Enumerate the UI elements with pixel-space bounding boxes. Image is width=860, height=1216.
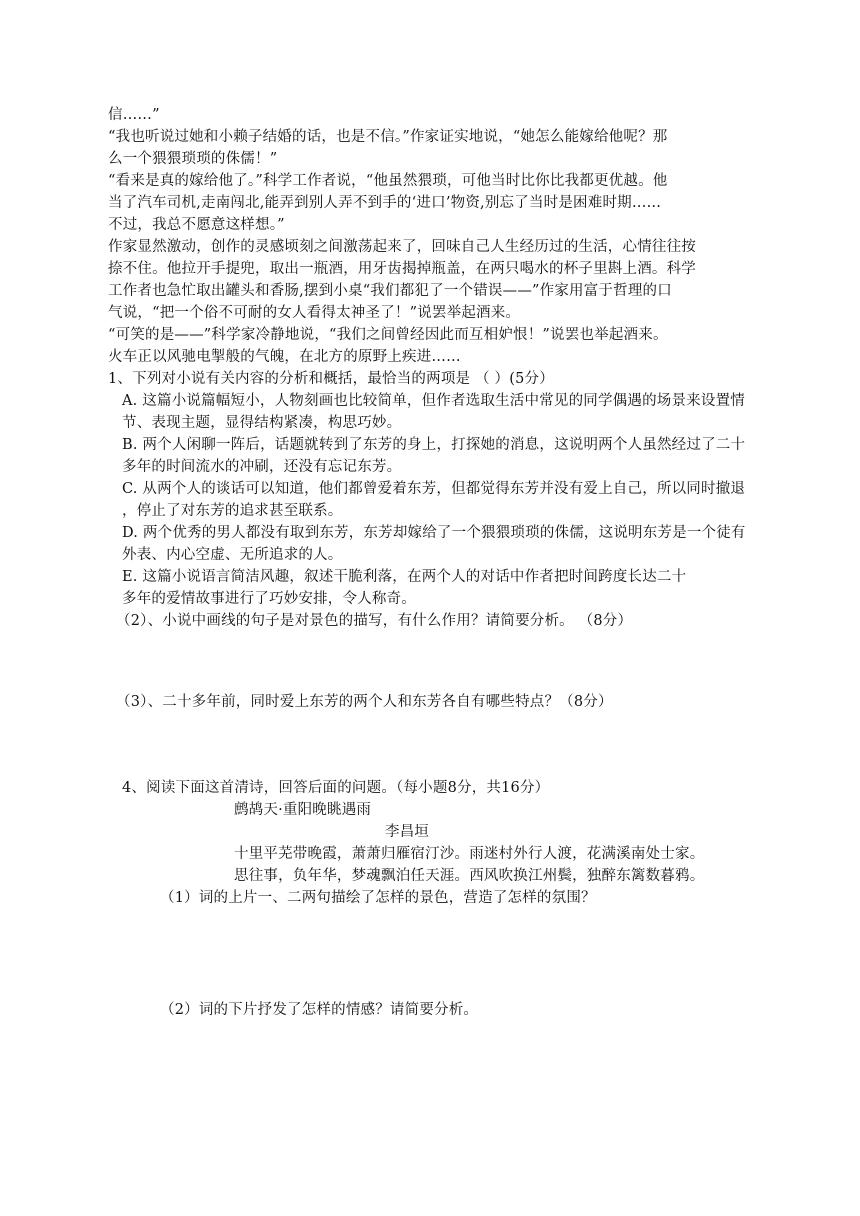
question-3: （3）、二十多年前，同时爱上东芳的两个人和东芳各自有哪些特点？（8分） [116, 694, 613, 710]
option-line: 外表、内心空虚、无所追求的人。 [122, 547, 343, 563]
sub-question-2: （2）词的下片抒发了怎样的情感？请简要分析。 [160, 1002, 479, 1018]
poem-title: 鹧鸪天·重阳晚眺遇雨 [234, 802, 372, 818]
poem-line: 十里平芜带晚霞，萧萧归雁宿汀沙。雨迷村外行人渡，花满溪南处士家。 [234, 846, 705, 862]
poem-line: 思往事，负年华，梦魂飘泊任天涯。西风吹换江州鬓，独醉东篱数暮鸦。 [234, 868, 705, 884]
option-line: ，停止了对东芳的追求甚至联系。 [122, 503, 343, 519]
option-line: E. 这篇小说语言简洁风趣，叙述干脆利落，在两个人的对话中作者把时间跨度长达二十 [122, 569, 687, 585]
question-2: （2）、小说中画线的句子是对景色的描写，有什么作用？请简要分析。 （8分） [116, 613, 633, 629]
option-line: B. 两个人闲聊一阵后，话题就转到了东芳的身上，打探她的消息，这说明两个人虽然经过了二十 [122, 437, 746, 453]
question-title: 4、阅读下面这首清诗，回答后面的问题。（每小题8分，共16分） [122, 780, 550, 796]
option-line: C. 从两个人的谈话可以知道，他们都曾爱着东芳，但都觉得东芳并没有爱上自己，所以同时撤退 [122, 481, 746, 497]
story-line: 作家显然激动，创作的灵感顷刻之间激荡起来了，回味自己人生经历过的生活，心情往往按 [108, 239, 696, 255]
poem-author: 李昌垣 [385, 824, 430, 840]
option-line: 多年的爱情故事进行了巧妙安排，令人称奇。 [122, 591, 416, 607]
story-line: 工作者也急忙取出罐头和香肠,摆到小桌“我们都犯了一个错误——”作家用富于哲理的口 [108, 283, 672, 299]
story-line: 当了汽车司机,走南闯北,能弄到别人弄不到手的‘进口’物资,别忘了当时是困难时期…… [108, 195, 662, 211]
option-line: 节、表现主题，显得结构紧凑，构思巧妙。 [122, 415, 402, 431]
story-line: “可笑的是——”科学家冷静地说，“我们之间曾经因此而互相妒恨！”说罢也举起酒来。 [108, 327, 668, 343]
option-line: 多年的时间流水的冲刷，还没有忘记东芳。 [122, 459, 402, 475]
story-line: 火车正以风驰电掣般的气魄，在北方的原野上疾进…… [108, 349, 461, 365]
story-line: 气说，“把一个俗不可耐的女人看得太神圣了！”说罢举起酒来。 [108, 305, 521, 321]
option-line: D. 两个优秀的男人都没有取到东芳，东芳却嫁给了一个猥猥琐琐的侏儒，这说明东芳是一个徒有 [122, 525, 746, 541]
story-line: “看来是真的嫁给他了。”科学工作者说，“他虽然猥琐，可他当时比你比我都更优越。他 [108, 173, 668, 189]
sub-question-1: （1）词的上片一、二两句描绘了怎样的景色，营造了怎样的氛围？ [160, 890, 596, 906]
story-line: 么一个猥猥琐琐的侏儒！” [108, 151, 278, 167]
story-line: 不过，我总不愿意这样想。” [108, 217, 285, 233]
story-line: 信……” [108, 107, 160, 123]
question-title: 1、下列对小说有关内容的分析和概括，最恰当的两项是 （ ）(5分） [108, 371, 554, 387]
story-line: “我也听说过她和小赖子结婚的话，也是不信。”作家证实地说，“她怎么能嫁给他呢？那 [108, 129, 668, 145]
story-line: 捺不住。他拉开手提兜，取出一瓶酒，用牙齿揭掉瓶盖，在两只喝水的杯子里斟上酒。科学 [108, 261, 696, 277]
option-line: A. 这篇小说篇幅短小，人物刻画也比较简单，但作者选取生活中常见的同学偶遇的场景来设置情 [122, 393, 745, 409]
